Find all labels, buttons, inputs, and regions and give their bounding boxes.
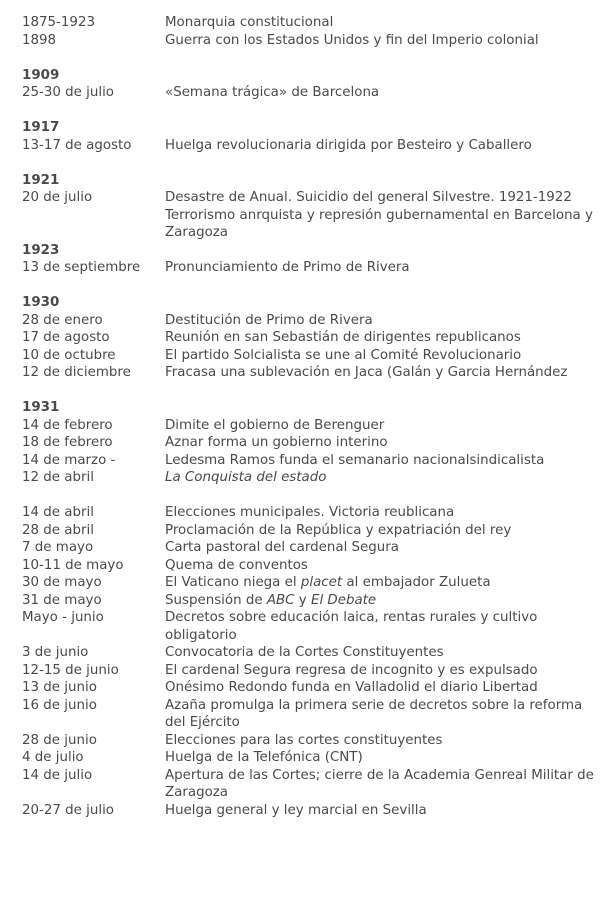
entry-date: 10-11 de mayo	[22, 557, 124, 573]
entry-event: Pronunciamiento de Primo de Rivera	[165, 260, 410, 275]
entry-event-text: El Vaticano niega el	[165, 575, 301, 590]
entry-date: 17 de agosto	[22, 330, 110, 345]
timeline-row	[22, 312, 594, 330]
timeline-row	[22, 417, 594, 435]
timeline-row	[22, 84, 594, 102]
entry-date: 18 de febrero	[22, 435, 113, 450]
entry-event-italic: placet	[300, 575, 343, 590]
entry-date: 3 de junio	[22, 645, 89, 660]
entry-event	[165, 574, 594, 592]
timeline-row	[22, 644, 594, 662]
entry-date: 1875-1923	[22, 15, 95, 30]
timeline-row	[22, 679, 594, 697]
year-heading: 1909	[22, 67, 60, 83]
entry-event: Destitución de Primo de Rivera	[165, 312, 373, 328]
timeline-row	[22, 434, 594, 452]
entry-event: Fracasa una sublevación en Jaca (Galán y Garcia Hernández	[165, 365, 568, 380]
entry-date: 12 de diciembre	[22, 365, 131, 380]
timeline-row	[22, 767, 594, 802]
entry-event: El partido Solcialista se une al Comité Revolucionario	[165, 347, 522, 363]
entry-event: Huelga revolucionaria dirigida por Besteiro y Caballero	[165, 137, 532, 153]
entry-date: 28 de enero	[22, 312, 103, 328]
year-heading: 1921	[22, 172, 60, 188]
entry-event: Aznar forma un gobierno interino	[165, 435, 388, 450]
entry-event: Elecciones municipales. Victoria reublicana	[165, 505, 455, 520]
entry-event-line: Terrorismo anrquista y represión gubernamental en Barcelona y Zaragoza	[165, 207, 593, 240]
entry-event: Dimite el gobierno de Berenguer	[165, 417, 385, 433]
entry-event: Elecciones para las cortes constituyentes	[165, 732, 443, 748]
timeline-row	[22, 662, 594, 680]
timeline-row	[22, 749, 594, 767]
entry-date: 28 de junio	[22, 732, 97, 748]
entry-event-text: al embajador Zulueta	[342, 575, 491, 590]
entry-event: Onésimo Redondo funda en Valladolid el diario Libertad	[165, 680, 538, 695]
timeline-row	[22, 609, 594, 644]
timeline-row	[22, 592, 594, 610]
entry-date: 14 de febrero	[22, 417, 113, 433]
entry-date: 10 de octubre	[22, 347, 116, 363]
timeline-row	[22, 189, 594, 242]
timeline-row	[22, 347, 594, 365]
year-heading: 1930	[22, 295, 60, 310]
entry-event: Monarquia constitucional	[165, 15, 334, 30]
entry-date: 1898	[22, 32, 57, 48]
entry-date: 28 de abril	[22, 522, 94, 538]
entry-event: Apertura de las Cortes; cierre de la Academia Genreal Militar de Zaragoza	[165, 767, 594, 800]
timeline-row	[22, 32, 594, 50]
timeline-row	[22, 14, 594, 32]
entry-event: Huelga de la Telefónica (CNT)	[165, 750, 363, 765]
year-heading: 1931	[22, 400, 60, 415]
publication-title: ABC	[266, 592, 295, 608]
timeline-row	[22, 522, 594, 540]
entry-event: Convocatoria de la Cortes Constituyentes	[165, 645, 444, 660]
entry-event: Guerra con los Estados Unidos y fin del Imperio colonial	[165, 32, 539, 48]
timeline-row	[22, 469, 594, 487]
year-heading: 1923	[22, 242, 60, 258]
entry-event: Quema de conventos	[165, 557, 308, 573]
entry-date: 16 de junio	[22, 697, 97, 713]
entry-date: 7 de mayo	[22, 540, 94, 555]
timeline-row	[22, 329, 594, 347]
entry-date: 12 de abril	[22, 470, 94, 485]
entry-event: Ledesma Ramos funda el semanario nacionalsindicalista	[165, 452, 545, 468]
timeline-row	[22, 697, 594, 732]
chronology-timeline	[22, 14, 594, 819]
year-heading: 1917	[22, 120, 60, 135]
entry-date: 31 de mayo	[22, 592, 102, 608]
timeline-row	[22, 504, 594, 522]
entry-event: Decretos sobre educación laica, rentas rurales y cultivo obligatorio	[165, 610, 538, 643]
entry-event	[165, 189, 594, 242]
timeline-row	[22, 539, 594, 557]
timeline-row	[22, 452, 594, 470]
entry-date: 14 de marzo -	[22, 452, 116, 468]
entry-event: «Semana trágica» de Barcelona	[165, 85, 380, 100]
entry-event	[165, 469, 594, 487]
timeline-row	[22, 137, 594, 155]
timeline-row	[22, 732, 594, 750]
entry-event-line: Desastre de Anual. Suicidio del general Silvestre. 1921-1922	[165, 190, 572, 205]
entry-event: Proclamación de la República y expatriación del rey	[165, 522, 512, 538]
entry-date: 12-15 de junio	[22, 662, 119, 678]
entry-date: 13 de junio	[22, 680, 97, 695]
entry-event	[165, 592, 594, 610]
entry-date: 13 de septiembre	[22, 260, 141, 275]
entry-event: Huelga general y ley marcial en Sevilla	[165, 802, 427, 818]
publication-title: El Debate	[310, 592, 377, 608]
entry-date: 20-27 de julio	[22, 802, 115, 818]
entry-date: 14 de julio	[22, 767, 93, 783]
entry-date: 13-17 de agosto	[22, 137, 132, 153]
timeline-row	[22, 259, 594, 277]
entry-date: Mayo - junio	[22, 610, 104, 625]
entry-event: Azaña promulga la primera serie de decretos sobre la reforma del Ejército	[165, 697, 583, 730]
entry-event-text: y	[294, 592, 311, 608]
entry-event: Reunión en san Sebastián de dirigentes republicanos	[165, 330, 521, 345]
entry-date: 14 de abril	[22, 505, 94, 520]
timeline-row	[22, 574, 594, 592]
entry-date: 25-30 de julio	[22, 85, 115, 100]
publication-title: La Conquista del estado	[165, 470, 327, 485]
timeline-row	[22, 802, 594, 820]
entry-event: El cardenal Segura regresa de incognito y es expulsado	[165, 662, 538, 678]
entry-event: Carta pastoral del cardenal Segura	[165, 540, 399, 555]
entry-date: 30 de mayo	[22, 575, 102, 590]
entry-date: 20 de julio	[22, 190, 93, 205]
timeline-row	[22, 364, 594, 382]
entry-event-text: Suspensión de	[165, 592, 267, 608]
entry-date: 4 de julio	[22, 750, 84, 765]
timeline-row	[22, 557, 594, 575]
